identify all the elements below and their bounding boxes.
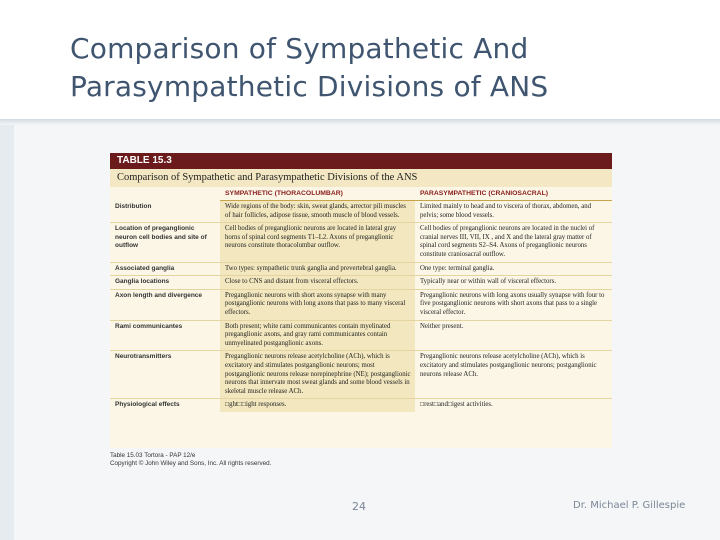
comparison-table-image	[110, 153, 612, 448]
sympathetic-cell: Preganglionic neurons with short axons synapse with many postganglionic neurons with long axons that pass to many visceral effectors.	[220, 289, 415, 320]
parasympathetic-cell: Limited mainly to head and to viscera of thorax, abdomen, and pelvis; some blood vessels.	[420, 203, 592, 219]
row-label: Neurotransmitters	[110, 350, 220, 398]
table-row	[110, 289, 612, 320]
sympathetic-cell: Cell bodies of preganglionic neurons are located in lateral gray horns of spinal cord segments T1–L2. Axons of preganglionic neurons constitute thoracolumbar outflow.	[220, 222, 415, 261]
slide-title: Comparison of Sympathetic And Parasympathetic Divisions of ANS	[70, 32, 549, 103]
table-footnote	[110, 452, 271, 468]
row-label: Axon length and divergence	[110, 289, 220, 320]
sympathetic-cell: Both present; white rami communicantes contain myelinated preganglionic axons, and gray rami communicantes contain unmyelinated postganglionic axons.	[220, 320, 415, 351]
column-header-sympathetic: SYMPATHETIC (THORACOLUMBAR)	[220, 187, 415, 201]
table-row	[110, 398, 612, 412]
table-row	[110, 222, 612, 261]
row-label: Physiological effects	[110, 398, 220, 412]
sympathetic-cell: Close to CNS and distant from visceral effectors.	[220, 275, 415, 289]
table-row	[110, 201, 612, 222]
table-row	[110, 320, 612, 351]
slide-number: 24	[352, 500, 366, 513]
left-accent-bar	[0, 125, 14, 540]
table-body	[110, 201, 612, 412]
table-caption: Comparison of Sympathetic and Parasympathetic Divisions of the ANS	[110, 169, 612, 187]
table-row	[110, 275, 612, 289]
title-band	[0, 0, 720, 120]
slide-author: Dr. Michael P. Gillespie	[573, 500, 686, 511]
row-label: Associated ganglia	[110, 262, 220, 276]
parasympathetic-cell: Typically near or within wall of visceral effectors.	[415, 275, 612, 289]
parasympathetic-cell: Cell bodies of preganglionic neurons are located in the nuclei of cranial nerves III, VII, IX , and X and the lateral gray matter of spinal cord segments S2–S4. Axons of preganglionic neurons constitute craniosacral outflow.	[415, 222, 612, 261]
table-column-headers	[110, 187, 612, 201]
parasympathetic-cell: One type: terminal ganglia.	[415, 262, 612, 276]
row-label: Distribution	[115, 203, 152, 210]
column-header-parasympathetic: PARASYMPATHETIC (CRANIOSACRAL)	[415, 187, 612, 201]
row-label: Location of preganglionic neuron cell bodies and site of outflow	[110, 222, 220, 261]
row-label: Ganglia locations	[110, 275, 220, 289]
sympathetic-cell: Two types: sympathetic trunk ganglia and prevertebral ganglia.	[220, 262, 415, 276]
table-copyright: Copyright © John Wiley and Sons, Inc. All rights reserved.	[110, 460, 272, 467]
parasympathetic-cell: Preganglionic neurons with long axons usually synapse with four to five postganglionic neurons with short axons that pass to a single visceral effector.	[415, 289, 612, 320]
row-label: Rami communicantes	[110, 320, 220, 351]
table-source: Table 15.03 Tortora - PAP 12/e	[110, 452, 196, 459]
column-header-empty	[110, 187, 220, 201]
table-label: TABLE 15.3	[110, 153, 612, 169]
parasympathetic-cell: □rest□and□igest activities.	[415, 398, 612, 412]
table-row	[110, 350, 612, 398]
sympathetic-cell: Preganglionic neurons release acetylcholine (ACh), which is excitatory and stimulates postganglionic neurons; most postganglionic neurons release norepinephrine (NE); postganglionic neurons that innervate most sweat glands and some blood vessels in skeletal muscle release ACh.	[220, 350, 415, 398]
sympathetic-cell: □ght□□ight responses.	[220, 398, 415, 412]
parasympathetic-cell: Neither present.	[415, 320, 612, 351]
sympathetic-cell: Wide regions of the body: skin, sweat glands, arrector pili muscles of hair follicles, adipose tissue, smooth muscle of blood vessels.	[220, 201, 415, 222]
parasympathetic-cell: Preganglionic neurons release acetylcholine (ACh), which is excitatory and stimulates postganglionic neurons; postganglionic neurons release ACh.	[415, 350, 612, 398]
table-row	[110, 262, 612, 276]
